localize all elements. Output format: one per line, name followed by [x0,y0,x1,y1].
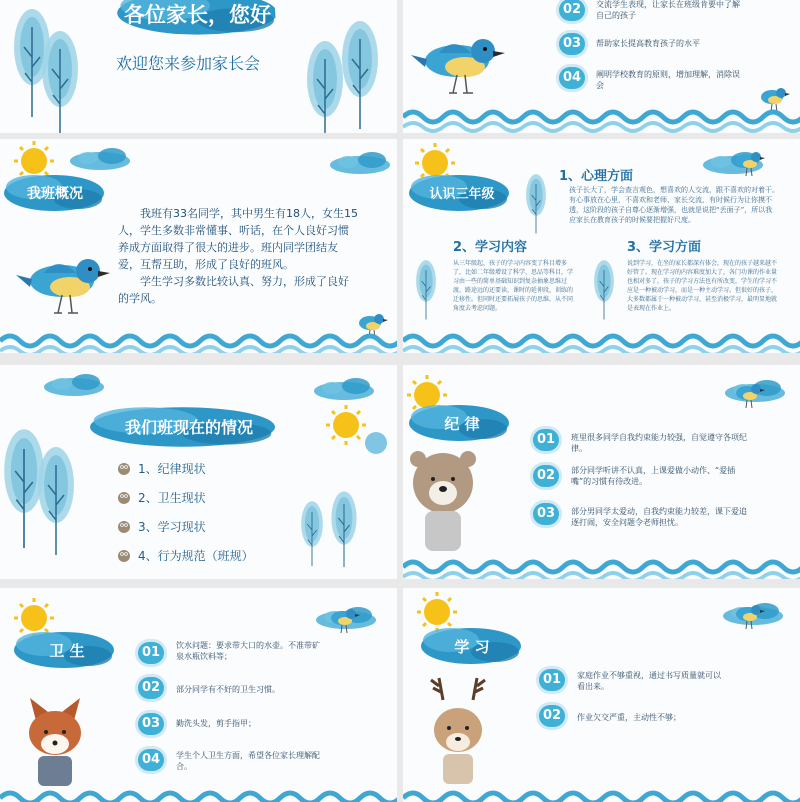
wave-icon [403,112,800,131]
item-text: 班里很多同学自我约束能力较强，自觉遵守各项纪律。 [571,433,747,453]
dot-decor [365,432,387,454]
cloud-icon [44,374,104,396]
list-item: 2、卫生现状 [138,491,206,505]
item-number: 04 [559,67,585,89]
bird-icon [16,259,110,313]
section-text: 从三年级起，孩子的学习内容变了科目增多了，比如二年级增设了科学、思品等科目，学习由一些的简单基础知识到复杂抽象思维过渡，路途远的还要读，课时的延伸段，训练的迁移性。但同时还要拓展孩子的思维，从不同角度去考虑问题。 [453,260,574,312]
tree-icon [4,429,44,548]
overview-paragraph: 我班有33名同学，其中男生有18人，女生15人，学生多数非常懂事、听话，在个人良好习惯养成方面取得了很大的进步。班内同学团结友爱，互帮互助，形成了良好的班风。 [118,207,358,271]
slide-decor [403,588,800,802]
sun-icon [417,592,457,632]
tree-icon [307,41,343,133]
tree-icon [526,174,546,233]
item-number: 01 [533,429,559,451]
section-title: 我们班现在的情况 [124,418,253,437]
section-title: 学 习 [454,638,490,656]
overview-paragraph: 学生学习多数比较认真、努力，形成了良好的学风。 [118,275,349,305]
owl-bullet-icon [118,550,130,562]
item-text: 部分同学听讲不认真，上课爱做小动作、“爱插嘴”的习惯有待改进。 [571,466,736,486]
cloud-icon [330,152,390,174]
section-title: 卫 生 [49,642,85,660]
list-item: 3、学习现状 [138,520,206,534]
item-number: 02 [559,0,585,21]
deer-icon [431,678,485,784]
item-text: 交流学生表现，让家长在班级肯要中了解自己的孩子 [596,0,740,20]
sun-icon [14,598,54,638]
section-title: 认识三年级 [429,187,495,202]
item-number: 04 [138,749,164,771]
item-number: 01 [539,669,565,691]
item-number: 03 [138,713,164,735]
bird-icon [761,88,790,112]
slide-hygiene [0,588,397,802]
welcome-title: 各位家长，您好！ [124,3,292,27]
slide-purpose [403,0,800,133]
welcome-subtitle: 欢迎您来参加家长会 [116,54,261,73]
section-text: 孩子长大了，学会查言观色，想喜欢的人交流，跟不喜欢的对着干。有心事放在心里，不喜欢和老师、家长交流，有时候行为让你摸不透，这阶段的孩子自尊心逐渐增强，也就是说把“丢面子”，所以我应家长在教育孩子的时候要把握好尺度。 [569,186,779,224]
section-heading: 3、学习方面 [627,240,702,255]
wave-icon [403,793,800,802]
slide-discipline [403,365,800,579]
section-title: 纪 律 [444,415,480,433]
section-heading: 2、学习内容 [453,240,528,255]
tree-icon [301,501,323,566]
tree-icon [416,260,436,319]
item-text: 帮助家长提高教育孩子的水平 [596,39,700,48]
owl-bullet-icon [118,463,130,475]
slide-class-overview [0,139,397,353]
fox-icon [29,698,81,786]
item-text: 勤洗头发，剪手指甲； [176,719,256,728]
tree-icon [331,491,356,567]
tree-icon [594,260,614,319]
tree-icon [38,447,74,555]
item-text: 作业欠交严重，主动性不够； [577,713,681,722]
owl-bullet-icon [118,492,130,504]
item-text: 饮水问题：要求带大口的水壶。不准带矿泉水瓶饮料等； [176,641,320,661]
wave-icon [0,336,397,353]
section-title: 我班概况 [27,186,83,202]
tree-icon [342,21,378,129]
item-text: 家庭作业不够重视，通过书写质量就可以看出来。 [577,671,721,691]
bird-icon [411,39,505,93]
item-number: 01 [138,642,164,664]
slide-study [403,588,800,802]
owl-bullet-icon [118,521,130,533]
item-text: 部分同学有不好的卫生习惯。 [176,685,280,694]
sun-icon [326,405,366,445]
item-text: 部分男同学太爱动，自我约束能力较差，课下爱追逐打闹，安全问题令老师担忧。 [571,507,747,527]
bear-icon [410,451,476,551]
slide-grade-three [403,139,800,353]
item-text: 阐明学校教育的原则，增加理解，消除误会 [596,70,740,90]
item-text: 学生个人卫生方面，希望各位家长理解配合。 [176,751,320,771]
slide-current-status [0,365,397,579]
slide-welcome [0,0,397,133]
item-number: 03 [533,503,559,525]
list-item: 1、纪律现状 [138,462,206,476]
item-number: 02 [533,465,559,487]
cloud-icon [314,378,374,400]
list-item: 4、行为规范（班规） [138,549,254,563]
section-text: 说到学习，在坐的家长都深有体会，现在的孩子越来越不好管了。现在学习的内容难度加大了，各门功课的作业量也相对多了，孩子的学习方法也有所改变，学生的学习不应是一种被动学习，而是一种主动学习。但很好的孩子，大多数都属于一种被动学习，甚至消极学习，最明显地就是表现在作业上。 [627,260,778,312]
item-number: 03 [559,33,585,55]
wave-icon [403,336,800,353]
wave-icon [403,562,800,579]
section-heading: 1、心理方面 [559,169,634,184]
tree-icon [42,31,78,133]
wave-icon [0,793,397,802]
item-number: 02 [539,705,565,727]
item-number: 02 [138,677,164,699]
cloud-icon [70,148,130,170]
